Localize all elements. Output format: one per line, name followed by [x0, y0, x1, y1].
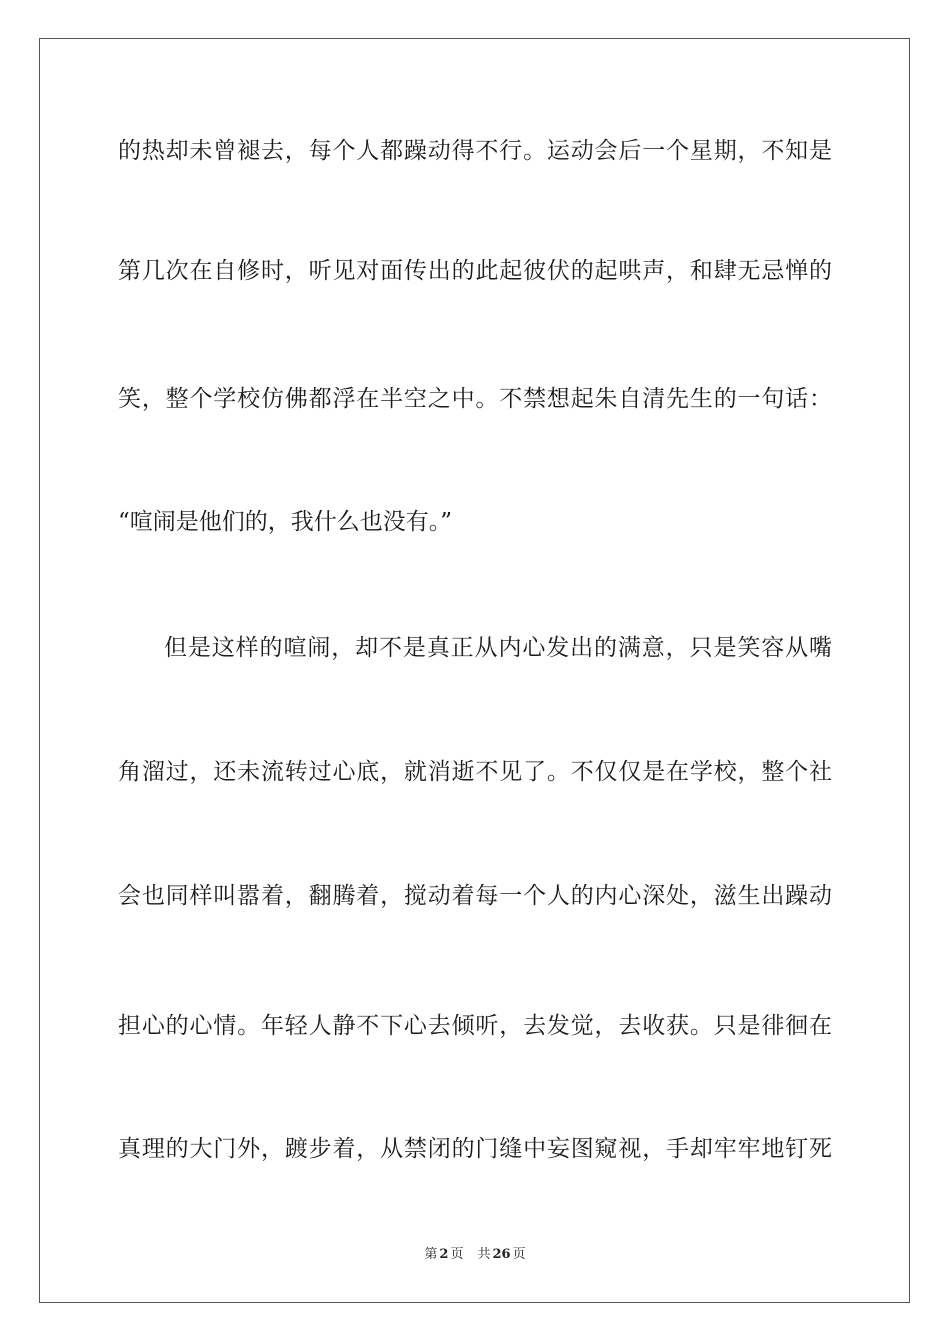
- text-line-9: 真理的大门外，踱步着，从禁闭的门缝中妄图窥视，手却牢牢地钉死: [118, 1136, 832, 1162]
- text-line-3: 笑，整个学校仿佛都浮在半空之中。不禁想起朱自清先生的一句话：: [118, 386, 832, 412]
- text-line-6: 角溜过，还未流转过心底，就消逝不见了。不仅仅是在学校，整个社: [118, 759, 832, 785]
- page-label-prefix: 第: [424, 1247, 438, 1262]
- total-label-prefix: 共: [477, 1247, 491, 1262]
- total-pages: 26: [492, 1247, 511, 1262]
- text-line-4: “喧闹是他们的，我什么也没有。”: [118, 509, 453, 535]
- page-border: [39, 38, 910, 1303]
- text-line-2: 第几次在自修时，听见对面传出的此起彼伏的起哄声，和肆无忌惮的: [118, 258, 832, 284]
- text-line-5-paragraph-start: 但是这样的喧闹，却不是真正从内心发出的满意，只是笑容从嘴: [164, 635, 832, 661]
- page-number: 2: [439, 1247, 449, 1262]
- text-line-7: 会也同样叫嚣着，翻腾着，搅动着每一个人的内心深处，滋生出躁动: [118, 883, 832, 909]
- text-line-1: 的热却未曾褪去，每个人都躁动得不行。运动会后一个星期，不知是: [118, 138, 832, 164]
- text-line-8: 担心的心情。年轻人静不下心去倾听，去发觉，去收获。只是徘徊在: [118, 1013, 832, 1039]
- total-label-suffix: 页: [512, 1247, 526, 1262]
- page-footer: [0, 1246, 950, 1264]
- page-label-suffix: 页: [450, 1247, 464, 1262]
